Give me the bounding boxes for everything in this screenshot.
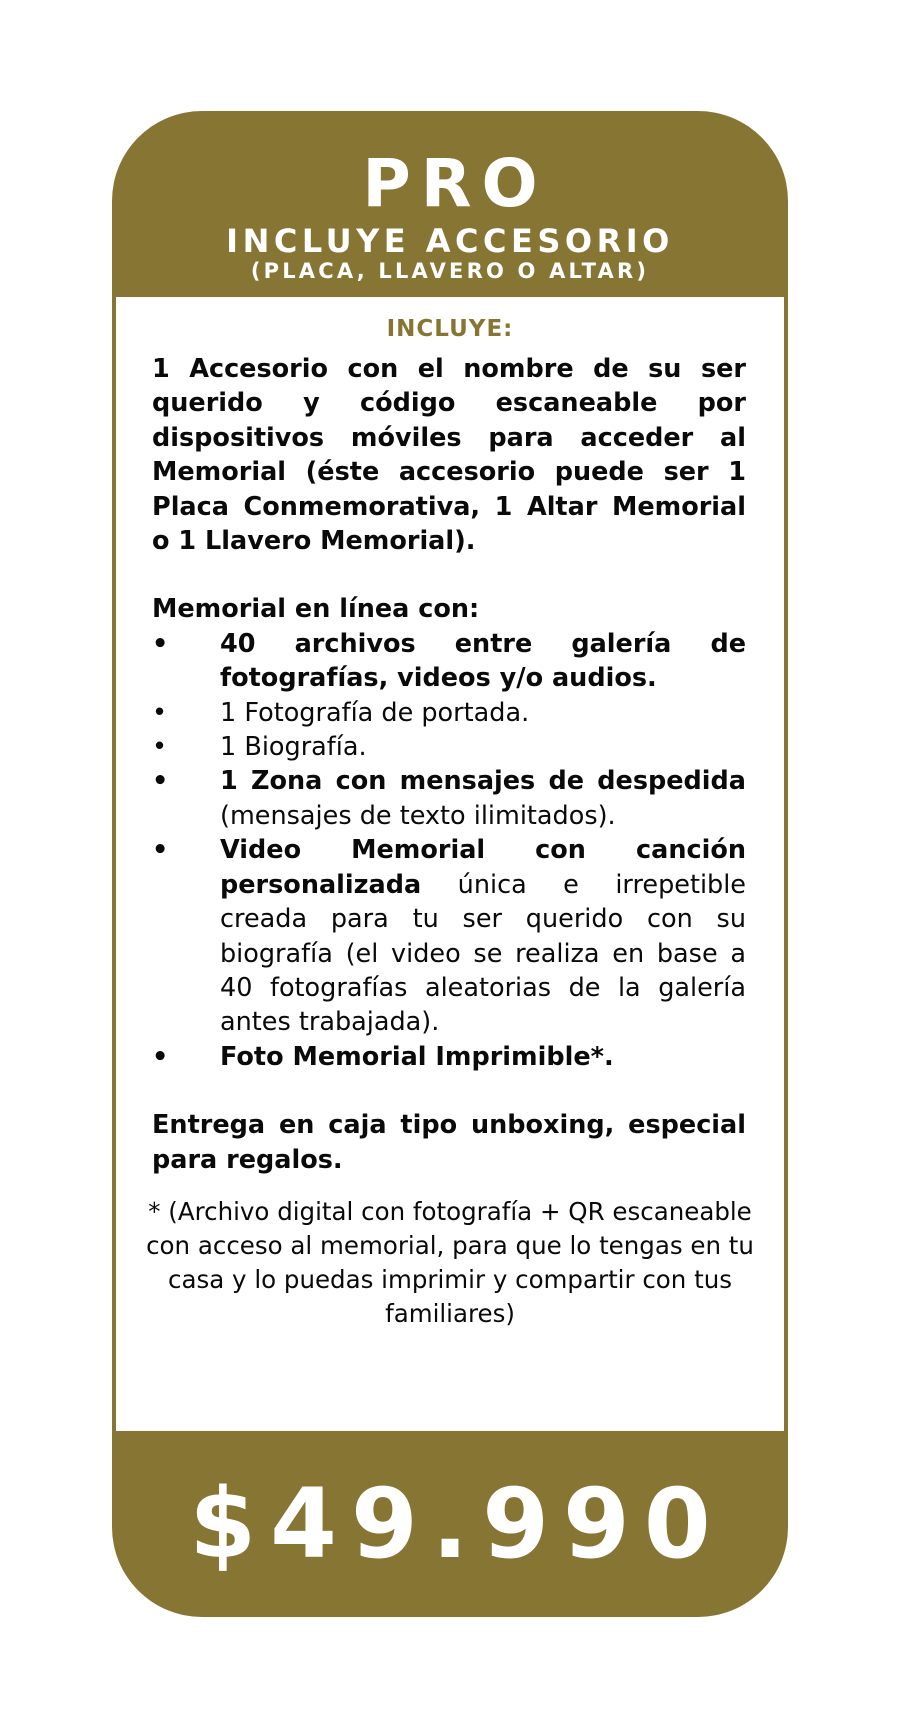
- bullet-icon: •: [152, 628, 169, 659]
- bullet-icon: •: [152, 1041, 169, 1072]
- feature-bold: Video Memorial con canción personalizada: [220, 835, 746, 900]
- feature-text: 1 Biografía.: [220, 732, 367, 763]
- card-header: [112, 111, 788, 297]
- includes-content: [152, 352, 746, 1177]
- feature-bold: 40 archivos entre galería de fotografías, videos y/o audios.: [220, 628, 746, 694]
- memorial-title: Memorial en línea con:: [152, 594, 480, 625]
- plan-subtitle: INCLUYE ACCESORIO: [226, 222, 674, 260]
- plan-subnote: (PLACA, LLAVERO O ALTAR): [250, 259, 650, 283]
- feature-text: única e irrepetible creada para tu ser querido con su biografía (el video se realiza en base a 40 fotografías aleatorias de la galería antes trabajada).: [220, 869, 746, 1038]
- price: $49.990: [189, 1468, 725, 1580]
- feature-item: [152, 627, 746, 696]
- feature-bold: 1 Zona con mensajes de despedida: [220, 766, 746, 797]
- feature-item: [152, 730, 746, 764]
- bullet-icon: •: [152, 835, 169, 866]
- feature-item: [152, 696, 746, 730]
- footnote: * (Archivo digital con fotografía + QR escaneable con acceso al memorial, para que lo tengas en tu casa y lo puedas imprimir y compartir con tus familiares): [146, 1197, 754, 1328]
- bullet-icon: •: [152, 732, 168, 763]
- feature-item: [152, 764, 746, 833]
- includes-heading: INCLUYE:: [386, 316, 514, 342]
- feature-text: 1 Fotografía de portada.: [220, 697, 530, 728]
- price-area: [112, 1431, 788, 1617]
- card-body: [116, 297, 784, 1431]
- main-paragraph: 1 Accesorio con el nombre de su ser querido y código escaneable por dispositivos móviles para acceder al Memorial (éste accesorio puede ser 1 Placa Conmemorativa, 1 Altar Memorial o 1 Llavero Memorial).: [152, 354, 746, 557]
- plan-name: PRO: [362, 145, 548, 222]
- bullet-icon: •: [152, 766, 169, 797]
- feature-item: [152, 1040, 746, 1074]
- bullet-icon: •: [152, 697, 168, 728]
- pricing-card: [112, 111, 788, 1617]
- feature-bold: Foto Memorial Imprimible*.: [220, 1041, 614, 1072]
- feature-text: (mensajes de texto ilimitados).: [220, 800, 616, 831]
- feature-item: [152, 833, 746, 1039]
- delivery-note: Entrega en caja tipo unboxing, especial para regalos.: [152, 1110, 746, 1175]
- feature-list: [152, 627, 746, 1074]
